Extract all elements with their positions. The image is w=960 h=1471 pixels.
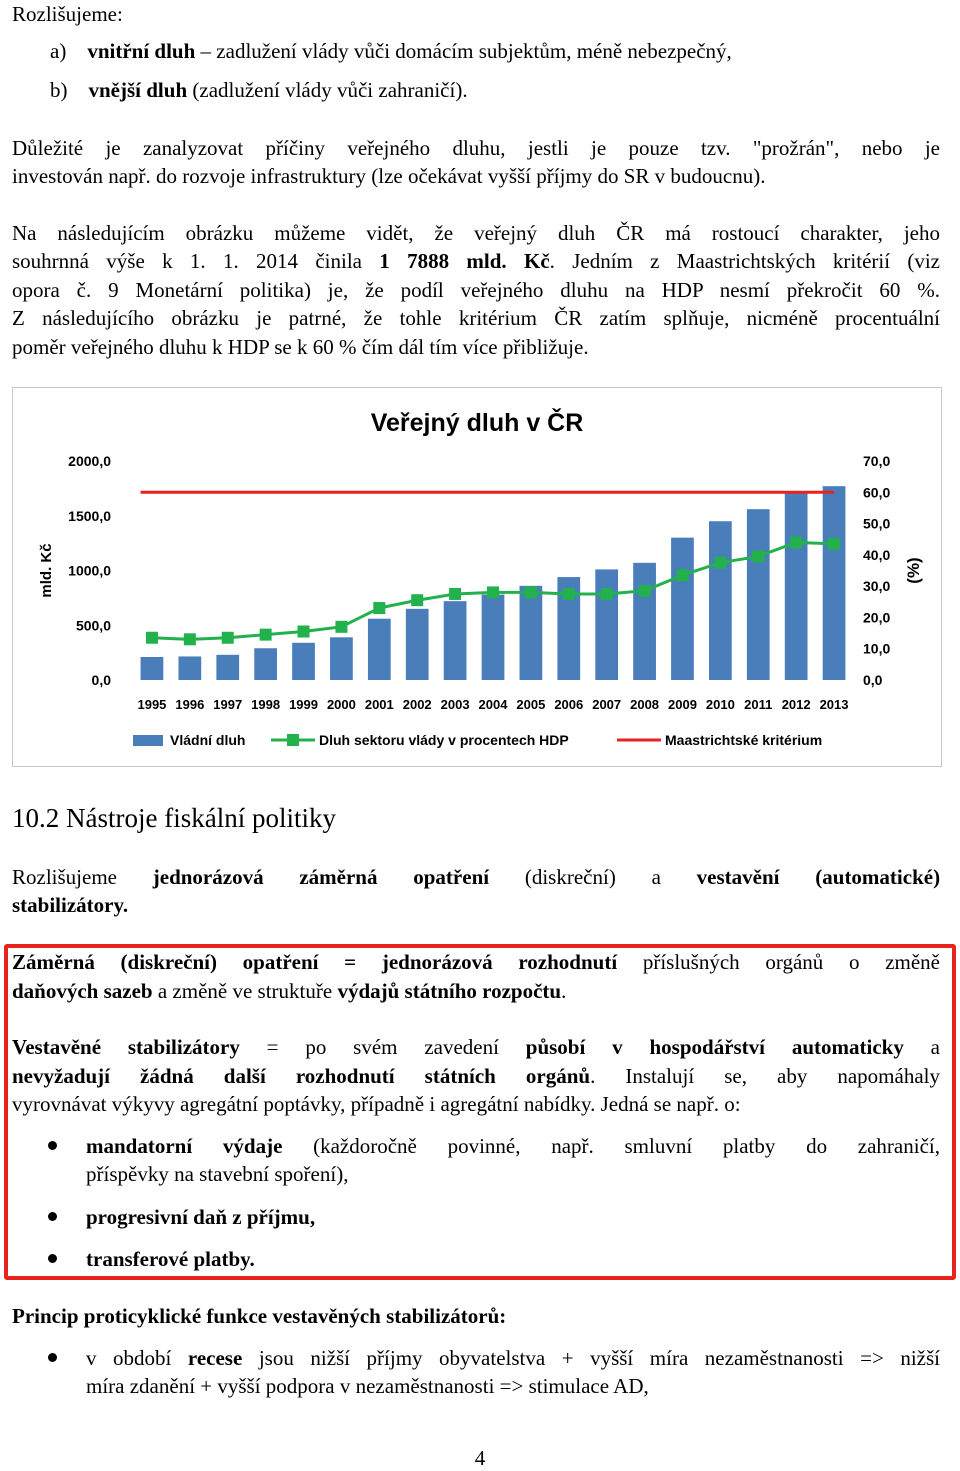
debt-percent-point (146, 632, 158, 644)
para3-word: a (651, 865, 661, 889)
debt-percent-point (222, 632, 234, 644)
y-tick-label: 0,0 (91, 672, 111, 688)
box-bullet1-bold: mandatorní výdaje (86, 1134, 283, 1158)
bar-1997 (216, 655, 239, 680)
debt-percent-point (828, 538, 840, 550)
debt-percent-point (790, 536, 802, 548)
y2-tick-label: 50,0 (863, 515, 891, 532)
para3-word: jednorázová (152, 865, 264, 889)
bar-2010 (709, 521, 732, 680)
debt-percent-point (260, 629, 272, 641)
para1-line2: investován např. do rozvoje infrastruktury (lze očekávat vyšší příjmy do SR v budoucnu). (12, 164, 766, 188)
item-b-prefix: b) (50, 78, 68, 102)
debt-percent-point (601, 588, 613, 600)
section-title: Nástroje fiskální politiky (59, 803, 336, 833)
para3-stabilizers: stabilizátory. (12, 893, 129, 917)
debt-percent-point (335, 621, 347, 633)
box-p2-rest2: a (903, 1035, 940, 1059)
bar-1996 (178, 656, 201, 680)
para3-word: Rozlišujeme (12, 865, 117, 889)
box-p2-bold1: Vestavěné stabilizátory (12, 1035, 240, 1059)
box-p2-rest3: . Instalují se, aby napomáhaly (590, 1064, 940, 1088)
bar-2007 (595, 569, 618, 680)
x-tick-label: 2002 (402, 697, 432, 712)
x-tick-label: 2009 (668, 697, 697, 712)
bullet-icon (48, 1254, 57, 1263)
item-b-text: (zadlužení vlády vůči zahraničí). (187, 78, 468, 102)
box-bullet2-text: progresivní daň z příjmu, (86, 1205, 316, 1229)
debt-chart-svg (13, 388, 941, 766)
y2-tick-label: 40,0 (863, 546, 891, 563)
para3-word: vestavění (696, 865, 780, 889)
y2-tick-label: 10,0 (863, 640, 891, 657)
x-tick-label: 2001 (364, 697, 394, 712)
x-tick-label: 2011 (744, 697, 773, 712)
bar-1998 (254, 648, 277, 680)
principle-heading (12, 1302, 940, 1330)
box-p2-line1 (12, 1033, 940, 1061)
box-p1-bold2: daňových sazeb (12, 979, 153, 1003)
bar-2004 (482, 595, 505, 680)
principle-bullet-a: v období (86, 1346, 188, 1370)
principle-bullet-b: jsou nižší příjmy obyvatelstva + vyšší míra nezaměstnanosti => nižší (242, 1346, 940, 1370)
box-p1-bold3: výdajů státního rozpočtu (337, 979, 562, 1003)
bar-1995 (141, 657, 164, 680)
bar-2013 (823, 486, 846, 680)
box-p1-end: . (561, 979, 567, 1003)
box-p2-line2 (12, 1062, 940, 1090)
bar-2011 (747, 509, 770, 680)
debt-percent-point (449, 588, 461, 600)
box-p1-line2 (12, 977, 940, 1005)
box-bullet1-rest: (každoročně povinné, např. smluvní platby do zahraničí, (282, 1134, 940, 1158)
para2-line4: Z následujícího obrázku je patrné, že tohle kritérium ČR zatím splňuje, nicméně procentuální (12, 306, 940, 330)
para2-line3: opora č. 9 Monetární politika) je, že podíl veřejného dluhu na HDP nesmí překročit 60 %. (12, 278, 940, 302)
box-bullet1-line1 (86, 1132, 940, 1160)
y-tick-label: 1000,0 (68, 562, 111, 579)
item-a-bold: vnitřní dluh (87, 39, 196, 63)
bar-2001 (368, 619, 391, 680)
bar-2005 (520, 586, 543, 680)
debt-chart (12, 387, 942, 767)
x-tick-label: 1995 (137, 697, 167, 712)
list-item-b (50, 76, 468, 104)
x-tick-label: 2003 (440, 697, 470, 712)
x-tick-label: 2004 (478, 697, 508, 712)
y2-tick-label: 20,0 (863, 609, 891, 626)
list-item-a (50, 37, 732, 65)
y2-tick-label: 70,0 (863, 453, 891, 469)
bar-2003 (444, 601, 467, 680)
bar-1999 (292, 643, 315, 680)
para3-word: (automatické) (815, 865, 941, 889)
para3-line1 (12, 863, 940, 891)
para2-line2 (12, 247, 940, 275)
debt-percent-point (373, 602, 385, 614)
x-tick-label: 1997 (213, 697, 243, 712)
para3-line2 (12, 891, 940, 919)
y2-axis-label: (%) (904, 557, 923, 584)
item-a-text: – zadlužení vlády vůči domácím subjektům, méně nebezpečný, (195, 39, 732, 63)
legend-swatch-bars (133, 735, 163, 746)
para3-word: záměrná (299, 865, 378, 889)
principle-bullet-line2: míra zdanění + vyšší podpora v nezaměstnanosti => stimulace AD, (86, 1374, 649, 1398)
debt-percent-point (298, 626, 310, 638)
box-bullet3 (86, 1245, 255, 1273)
item-b-bold: vnější dluh (88, 78, 188, 102)
debt-percent-point (184, 633, 196, 645)
box-p1-line1 (12, 948, 940, 976)
page-number: 4 (474, 1446, 486, 1470)
para3-word: opatření (413, 865, 490, 889)
debt-percent-point (639, 585, 651, 597)
principle-bullet-bold: recese (187, 1346, 243, 1370)
para1-line1: Důležité je zanalyzovat příčiny veřejného dluhu, jestli je pouze tzv. "prožrán", nebo je (12, 136, 940, 160)
y-tick-label: 2000,0 (68, 453, 111, 469)
para2-line5: poměr veřejného dluhu k HDP se k 60 % čím dál tím více přibližuje. (12, 335, 589, 359)
x-tick-label: 2000 (326, 697, 356, 712)
chart-title: Veřejný dluh v ČR (370, 409, 584, 437)
legend-label-percent: Dluh sektoru vlády v procentech HDP (319, 732, 569, 748)
para2-debt-value: 1 7888 mld. Kč (379, 249, 550, 273)
debt-percent-point (752, 550, 764, 562)
x-tick-label: 2006 (554, 697, 584, 712)
bar-2008 (633, 563, 656, 680)
bullet-icon (48, 1212, 57, 1221)
para2-line2-a: souhrnná výše k 1. 1. 2014 činila (12, 249, 380, 273)
box-bullet1-line2: příspěvky na stavební spoření), (86, 1162, 349, 1186)
debt-percent-point (487, 586, 499, 598)
bar-2009 (671, 538, 694, 680)
box-bullet3-text: transferové platby. (86, 1247, 255, 1271)
debt-percent-point (525, 586, 537, 598)
x-tick-label: 2013 (819, 697, 849, 712)
section-heading (12, 801, 336, 835)
box-p2-bold3: nevyžadují žádná další rozhodnutí státních orgánů (12, 1064, 591, 1088)
bar-2000 (330, 637, 353, 680)
bar-2002 (406, 609, 429, 680)
legend-label-criterion: Maastrichtské kritérium (665, 732, 823, 748)
box-p2-line3: vyrovnávat výkyvy agregátní poptávky, případně i agregátní nabídky. Jedná se např. o: (12, 1092, 741, 1116)
legend-label-bars: Vládní dluh (170, 732, 246, 748)
bullet-icon (48, 1353, 57, 1362)
x-tick-label: 2010 (705, 697, 735, 712)
para2-line2-b: . Jedním z Maastrichtských kritérií (viz (549, 249, 941, 273)
debt-percent-point (714, 557, 726, 569)
para3-word: (diskreční) (524, 865, 616, 889)
debt-percent-point (676, 569, 688, 581)
box-bullet2 (86, 1203, 315, 1231)
y-tick-label: 1500,0 (68, 507, 111, 524)
x-tick-label: 2007 (592, 697, 622, 712)
bar-2012 (785, 493, 808, 680)
debt-percent-point (563, 588, 575, 600)
para2-line1: Na následujícím obrázku můžeme vidět, že veřejný dluh ČR má rostoucí charakter, jeho (12, 221, 940, 245)
x-tick-label: 1999 (289, 697, 318, 712)
intro-lead: Rozlišujeme: (12, 2, 123, 26)
bullet-icon (48, 1141, 57, 1150)
principle-heading-text: Princip proticyklické funkce vestavěných stabilizátorů: (12, 1304, 507, 1328)
y2-tick-label: 30,0 (863, 578, 891, 595)
legend-swatch-percent-point (287, 734, 299, 746)
box-p1-rest1: příslušných orgánů o změně (617, 950, 940, 974)
section-number: 10.2 (12, 803, 60, 833)
item-a-prefix: a) (50, 39, 67, 63)
x-tick-label: 2008 (630, 697, 660, 712)
x-tick-label: 1998 (251, 697, 281, 712)
y-tick-label: 500,0 (75, 617, 111, 634)
x-tick-label: 2005 (516, 697, 546, 712)
box-p1-bold1: Záměrná (diskreční) opatření = jednorázová rozhodnutí (12, 950, 618, 974)
x-tick-label: 2012 (781, 697, 811, 712)
box-p2-bold2: působí v hospodářství automaticky (525, 1035, 904, 1059)
y2-tick-label: 0,0 (863, 672, 883, 688)
y2-tick-label: 60,0 (863, 484, 891, 501)
box-p2-rest1: = po svém zavedení (239, 1035, 526, 1059)
principle-bullet-line1 (86, 1344, 940, 1372)
x-tick-label: 1996 (175, 697, 205, 712)
debt-percent-point (411, 594, 423, 606)
box-p1-rest2: a změně ve struktuře (152, 979, 338, 1003)
y-axis-label: mld. Kč (38, 543, 55, 598)
